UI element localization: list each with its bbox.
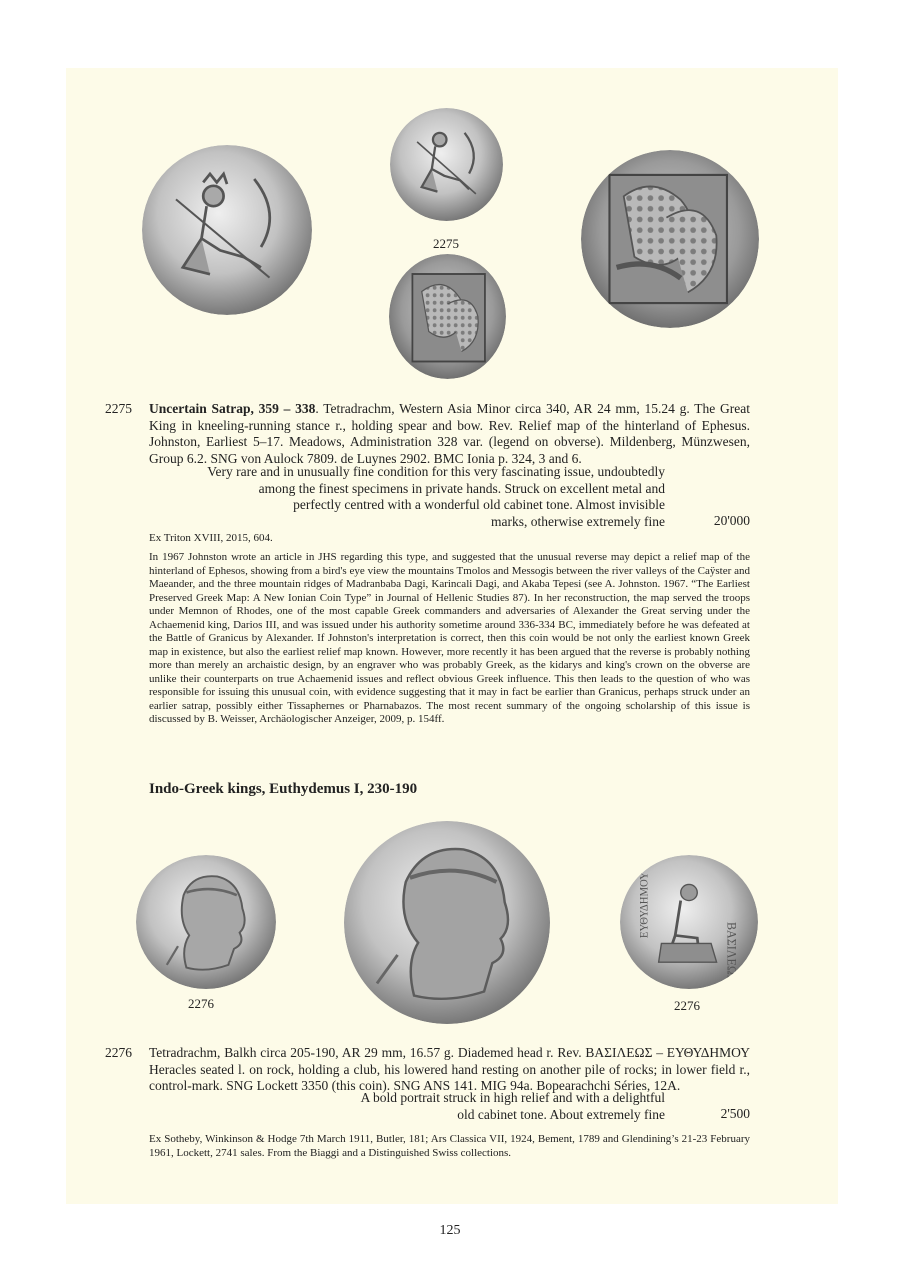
lot-provenance-2276: Ex Sotheby, Winkinson & Hodge 7th March 1911, Butler, 181; Ars Classica VII, 1924, Bement, 1789 and Glendining’s 21-23 February 1961, Lockett, 2741 sales. From the Biaggi and a Distinguished Swiss collections. (149, 1133, 750, 1159)
lot-grade-2276 (149, 1090, 665, 1123)
coin-2275-obverse-small (390, 108, 503, 221)
coin-2276-reverse (620, 855, 758, 989)
grade-line: marks, otherwise extremely fine (491, 513, 665, 529)
coin-2276-obverse-small (136, 855, 276, 989)
lot-title-2275: Uncertain Satrap, 359 – 338 (149, 401, 316, 416)
lot-description-2275 (149, 401, 750, 467)
lot-price-2275: 20'000 (713, 513, 750, 528)
grade-line: old cabinet tone. About extremely fine (457, 1106, 665, 1122)
section-heading: Indo-Greek kings, Euthydemus I, 230-190 (149, 781, 418, 797)
page-number: 125 (439, 1223, 461, 1238)
grade-line: A bold portrait struck in high relief and with a delightful (360, 1090, 665, 1105)
lot-note-2275: In 1967 Johnston wrote an article in JHS regarding this type, and suggested that the unusual reverse may depict a relief map of the hinterland of Ephesos, showing from a bird's eye view the mountains Tmolos and Messogis between the river valleys of the Caÿster and Maeander, and the three mountain ridges of Madranbaba Dagi, Karincali Dagi, and Akaba Tepesi (see A. Johnston. 1967. “The Earliest Preserved Greek Map: A New Ionian Coin Type” in Journal of Hellenic Studies 87). In her reconstruction, the map served the troops under Memnon of Rhodes, one of the most capable Greek commanders and adversaries of Alexander the Great serving under the Achaemenid king, Darios III, and was issued under his authority sometime around 336-334 BC, immediately before he was defeated at the Battle of Granicus by Alexander. If Johnston's interpretation is correct, then this coin would be not only the earliest known Greek map in existence, but also the earliest relief map known. However, more recently it has been argued that the reverse is probably nothing more than merely an archaistic design, by an engraver who was probably Greek, as the kidarys and king's crown on the obverse are unlike their counterparts on true Achaemenid issues and reflect obvious Greek influence. This then leads to the question of who was responsible for issuing this unusual coin, with evidence suggesting that it may in fact be earlier than Granicus, perhaps struck under an earlier satrap, possibly either Tissaphernes or Pharnabazos. The most recent summary of the ongoing scholarship of this issue is discussed by B. Weisser, Archäologischer Anzeiger, 2009, p. 154ff. (149, 551, 750, 725)
coin-2275-reverse-small (389, 254, 506, 379)
photo-label-2276-left: 2276 (188, 996, 214, 1011)
grade-line: Very rare and in unusually fine condition for this very fascinating issue, undoubtedly (207, 464, 665, 479)
lot-grade-2275 (149, 464, 665, 530)
coin-2276-obverse-large (344, 821, 550, 1024)
lot-number-2276: 2276 (105, 1045, 132, 1060)
lot-body-2275: . Tetradrachm, Western Asia Minor circa 340, AR 24 mm, 15.24 g. The Great King in kneeling-running stance r., holding spear and bow. Rev. Relief map of the hinterland of Ephesus. Johnston, Earliest 5–17. Meadows, Administration 328 var. (legend on obverse). Mildenberg, Münzwesen, Group 6.2. SNG von Aulock 7809. de Luynes 2902. BMC Ionia p. 324, 3 and 6. (149, 401, 750, 466)
grade-line: among the finest specimens in private hands. Struck on excellent metal and (258, 480, 665, 496)
lot-description-2276: Tetradrachm, Balkh circa 205-190, AR 29 mm, 16.57 g. Diademed head r. Rev. ΒΑΣΙΛΕΩΣ – ΕΥΘΥΔΗΜΟΥ Heracles seated l. on rock, holding a club, his lowered hand resting on another pile of rocks; in lower field r., control-mark. SNG Lockett 3350 (this coin). SNG ANS 141. MIG 94a. Bopearachchi Séries, 12A. (149, 1045, 750, 1093)
photo-label-2276-right: 2276 (674, 998, 700, 1013)
photo-label-2275: 2275 (433, 236, 459, 251)
lot-provenance-2275: Ex Triton XVIII, 2015, 604. (149, 532, 273, 544)
lot-price-2276: 2'500 (720, 1106, 750, 1121)
lot-number-2275: 2275 (105, 401, 132, 416)
coin-2275-obverse-large (142, 145, 312, 315)
svg-text:ΒΑΣΙΛΕΩΣ: ΒΑΣΙΛΕΩΣ (724, 922, 739, 982)
coin-2275-reverse-large (581, 150, 759, 328)
grade-line: perfectly centred with a wonderful old cabinet tone. Almost invisible (293, 497, 665, 512)
svg-text:ΕΥΘΥΔΗΜΟΥ: ΕΥΘΥΔΗΜΟΥ (638, 872, 651, 939)
